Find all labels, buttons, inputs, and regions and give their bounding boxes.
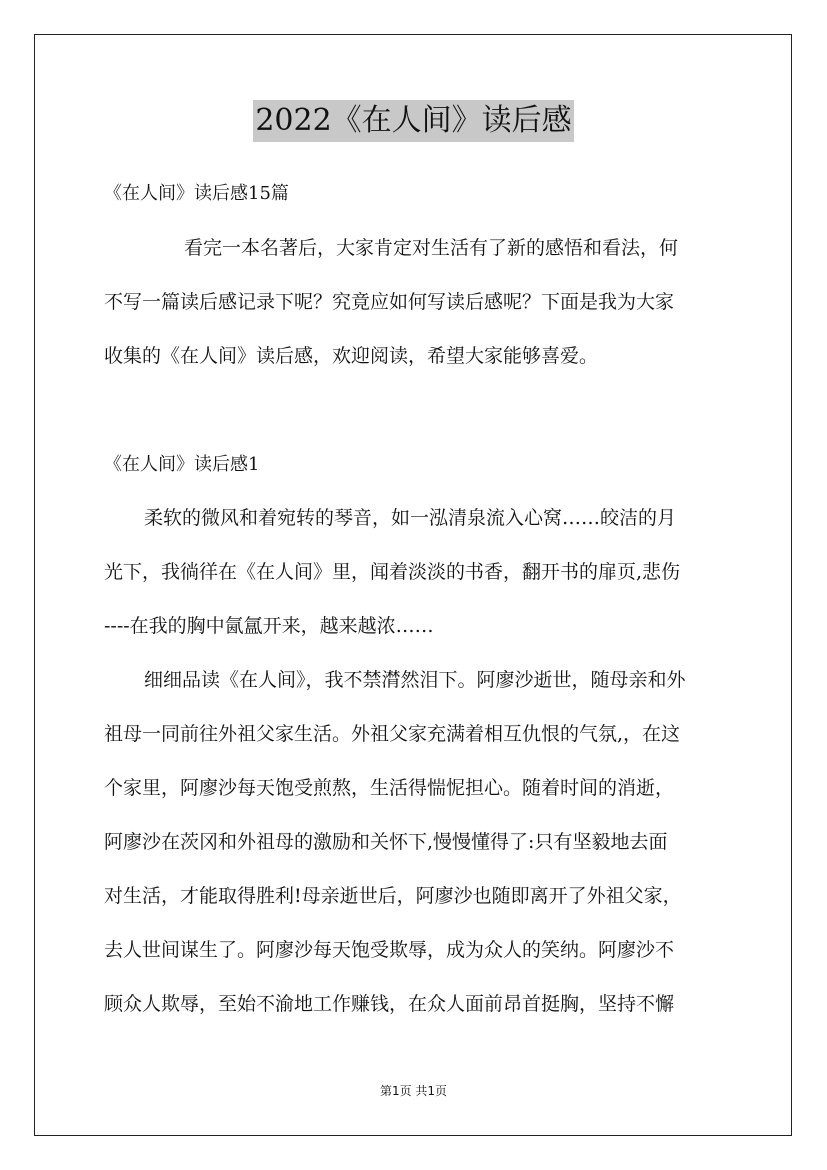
document-title-block [0,100,827,142]
paragraph-line: 细细品读《在人间》，我不禁潸然泪下。阿廖沙逝世，随母亲和外 [144,669,686,691]
document-title: 2022《在人间》读后感 [253,100,573,142]
paragraph-line: 祖母一同前往外祖父家生活。外祖父家充满着相互仇恨的气氛,，在这 [104,723,681,745]
paragraph-line: 光下，我徜徉在《在人间》里，闻着淡淡的书香，翻开书的扉页,悲伤 [104,561,681,583]
document-subtitle: 《在人间》读后感15篇 [104,183,289,204]
paragraph-line: 去人世间谋生了。阿廖沙每天饱受欺辱，成为众人的笑纳。阿廖沙不 [104,939,675,961]
intro-line: 不写一篇读后感记录下呢？究竟应如何写读后感呢？下面是我为大家 [104,291,675,313]
page-footer: 第1页 共1页 [379,1084,448,1098]
intro-line: 看完一本名著后，大家肯定对生活有了新的感悟和看法，何 [184,237,679,259]
paragraph-line: 个家里，阿廖沙每天饱受煎熬，生活得惴怩担心。随着时间的消逝， [104,777,675,799]
paragraph-line: 柔软的微风和着宛转的琴音，如一泓清泉流入心窝……皎洁的月 [144,507,677,529]
intro-line: 收集的《在人间》读后感，欢迎阅读，希望大家能够喜爱。 [104,345,599,367]
section-heading: 《在人间》读后感1 [104,454,260,475]
paragraph-line: 对生活，才能取得胜利!母亲逝世后，阿廖沙也随即离开了外祖父家， [104,885,682,907]
paragraph-line: ----在我的胸中氤氲开来，越来越浓…… [104,615,434,637]
paragraph-line: 顾众人欺辱，至始不渝地工作赚钱，在众人面前昂首挺胸，坚持不懈 [104,993,675,1015]
paragraph-line: 阿廖沙在茨冈和外祖母的激励和关怀下,慢慢懂得了:只有坚毅地去面 [104,831,668,853]
